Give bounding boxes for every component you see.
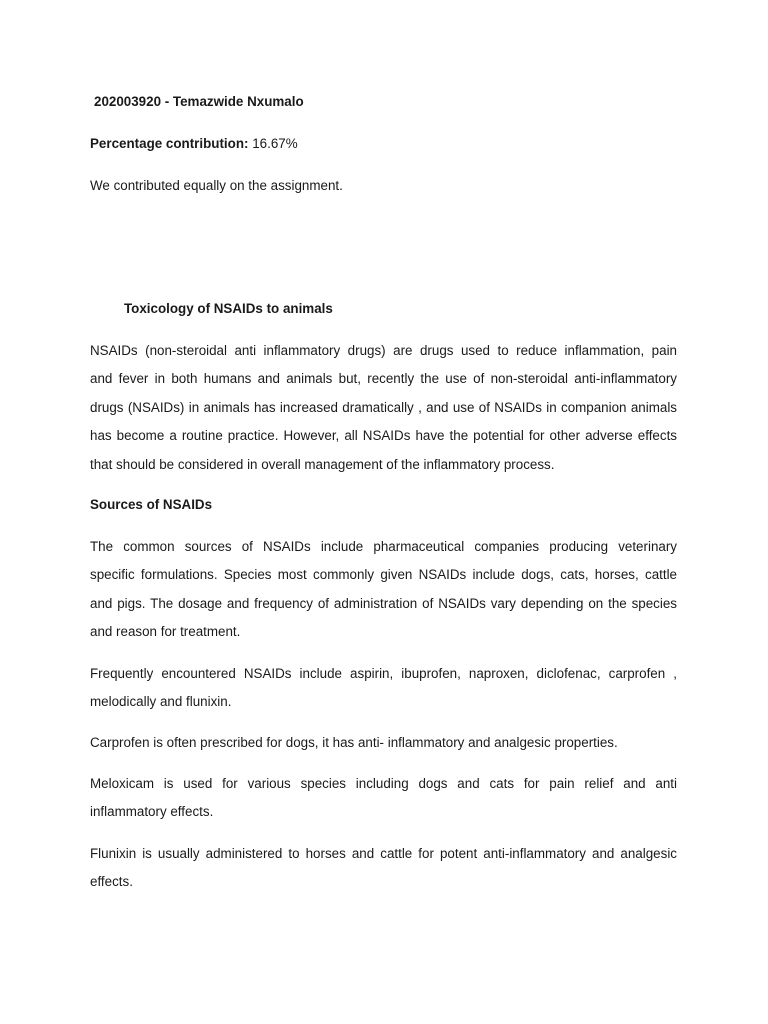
meloxicam-paragraph bbox=[90, 770, 677, 827]
paragraph-line: specific formulations. Species most commonly given NSAIDs include dogs, cats, horses, cattle bbox=[90, 567, 677, 583]
paragraph-line: and pigs. The dosage and frequency of administration of NSAIDs vary depending on the species bbox=[90, 595, 677, 611]
flunixin-paragraph bbox=[90, 840, 677, 897]
intro-paragraph bbox=[90, 337, 677, 479]
contribution-value: 16.67% bbox=[252, 136, 298, 151]
paragraph-line: inflammatory effects. bbox=[90, 804, 214, 820]
contribution-label: Percentage contribution: bbox=[90, 136, 249, 151]
paragraph-line: NSAIDs (non-steroidal anti inflammatory drugs) are drugs used to reduce inflammation, pain bbox=[90, 343, 677, 358]
paragraph-line: Frequently encountered NSAIDs include aspirin, ibuprofen, naproxen, diclofenac, carprofen , bbox=[90, 666, 677, 681]
sources-heading: Sources of NSAIDs bbox=[90, 497, 213, 512]
paragraph-line: that should be considered in overall management of the inflammatory process. bbox=[90, 456, 555, 472]
document-title: Toxicology of NSAIDs to animals bbox=[124, 301, 333, 316]
paragraph-line: has become a routine practice. However, all NSAIDs have the potential for other adverse effects bbox=[90, 428, 677, 444]
paragraph-line: and fever in both humans and animals but, recently the use of non-steroidal anti-inflammatory bbox=[90, 371, 677, 387]
paragraph-line: drugs (NSAIDs) in animals has increased dramatically , and use of NSAIDs in companion animals bbox=[90, 399, 677, 415]
paragraph-line: and reason for treatment. bbox=[90, 624, 241, 640]
frequent-nsaids-paragraph bbox=[90, 660, 677, 717]
paragraph-line: melodically and flunixin. bbox=[90, 694, 232, 710]
paragraph-line: Carprofen is often prescribed for dogs, it has anti- inflammatory and analgesic properties. bbox=[90, 735, 618, 750]
contribution-statement: We contributed equally on the assignment. bbox=[90, 178, 343, 193]
paragraph-line: Flunixin is usually administered to horses and cattle for potent anti-inflammatory and analgesic bbox=[90, 846, 677, 861]
paragraph-line: effects. bbox=[90, 874, 133, 890]
student-id-name: 202003920 - Temazwide Nxumalo bbox=[94, 94, 304, 109]
paragraph-line: The common sources of NSAIDs include pharmaceutical companies producing veterinary bbox=[90, 539, 677, 554]
paragraph-line: Meloxicam is used for various species including dogs and cats for pain relief and anti bbox=[90, 776, 677, 791]
carprofen-paragraph bbox=[90, 729, 677, 757]
contribution-line bbox=[90, 130, 298, 158]
sources-paragraph bbox=[90, 533, 677, 647]
